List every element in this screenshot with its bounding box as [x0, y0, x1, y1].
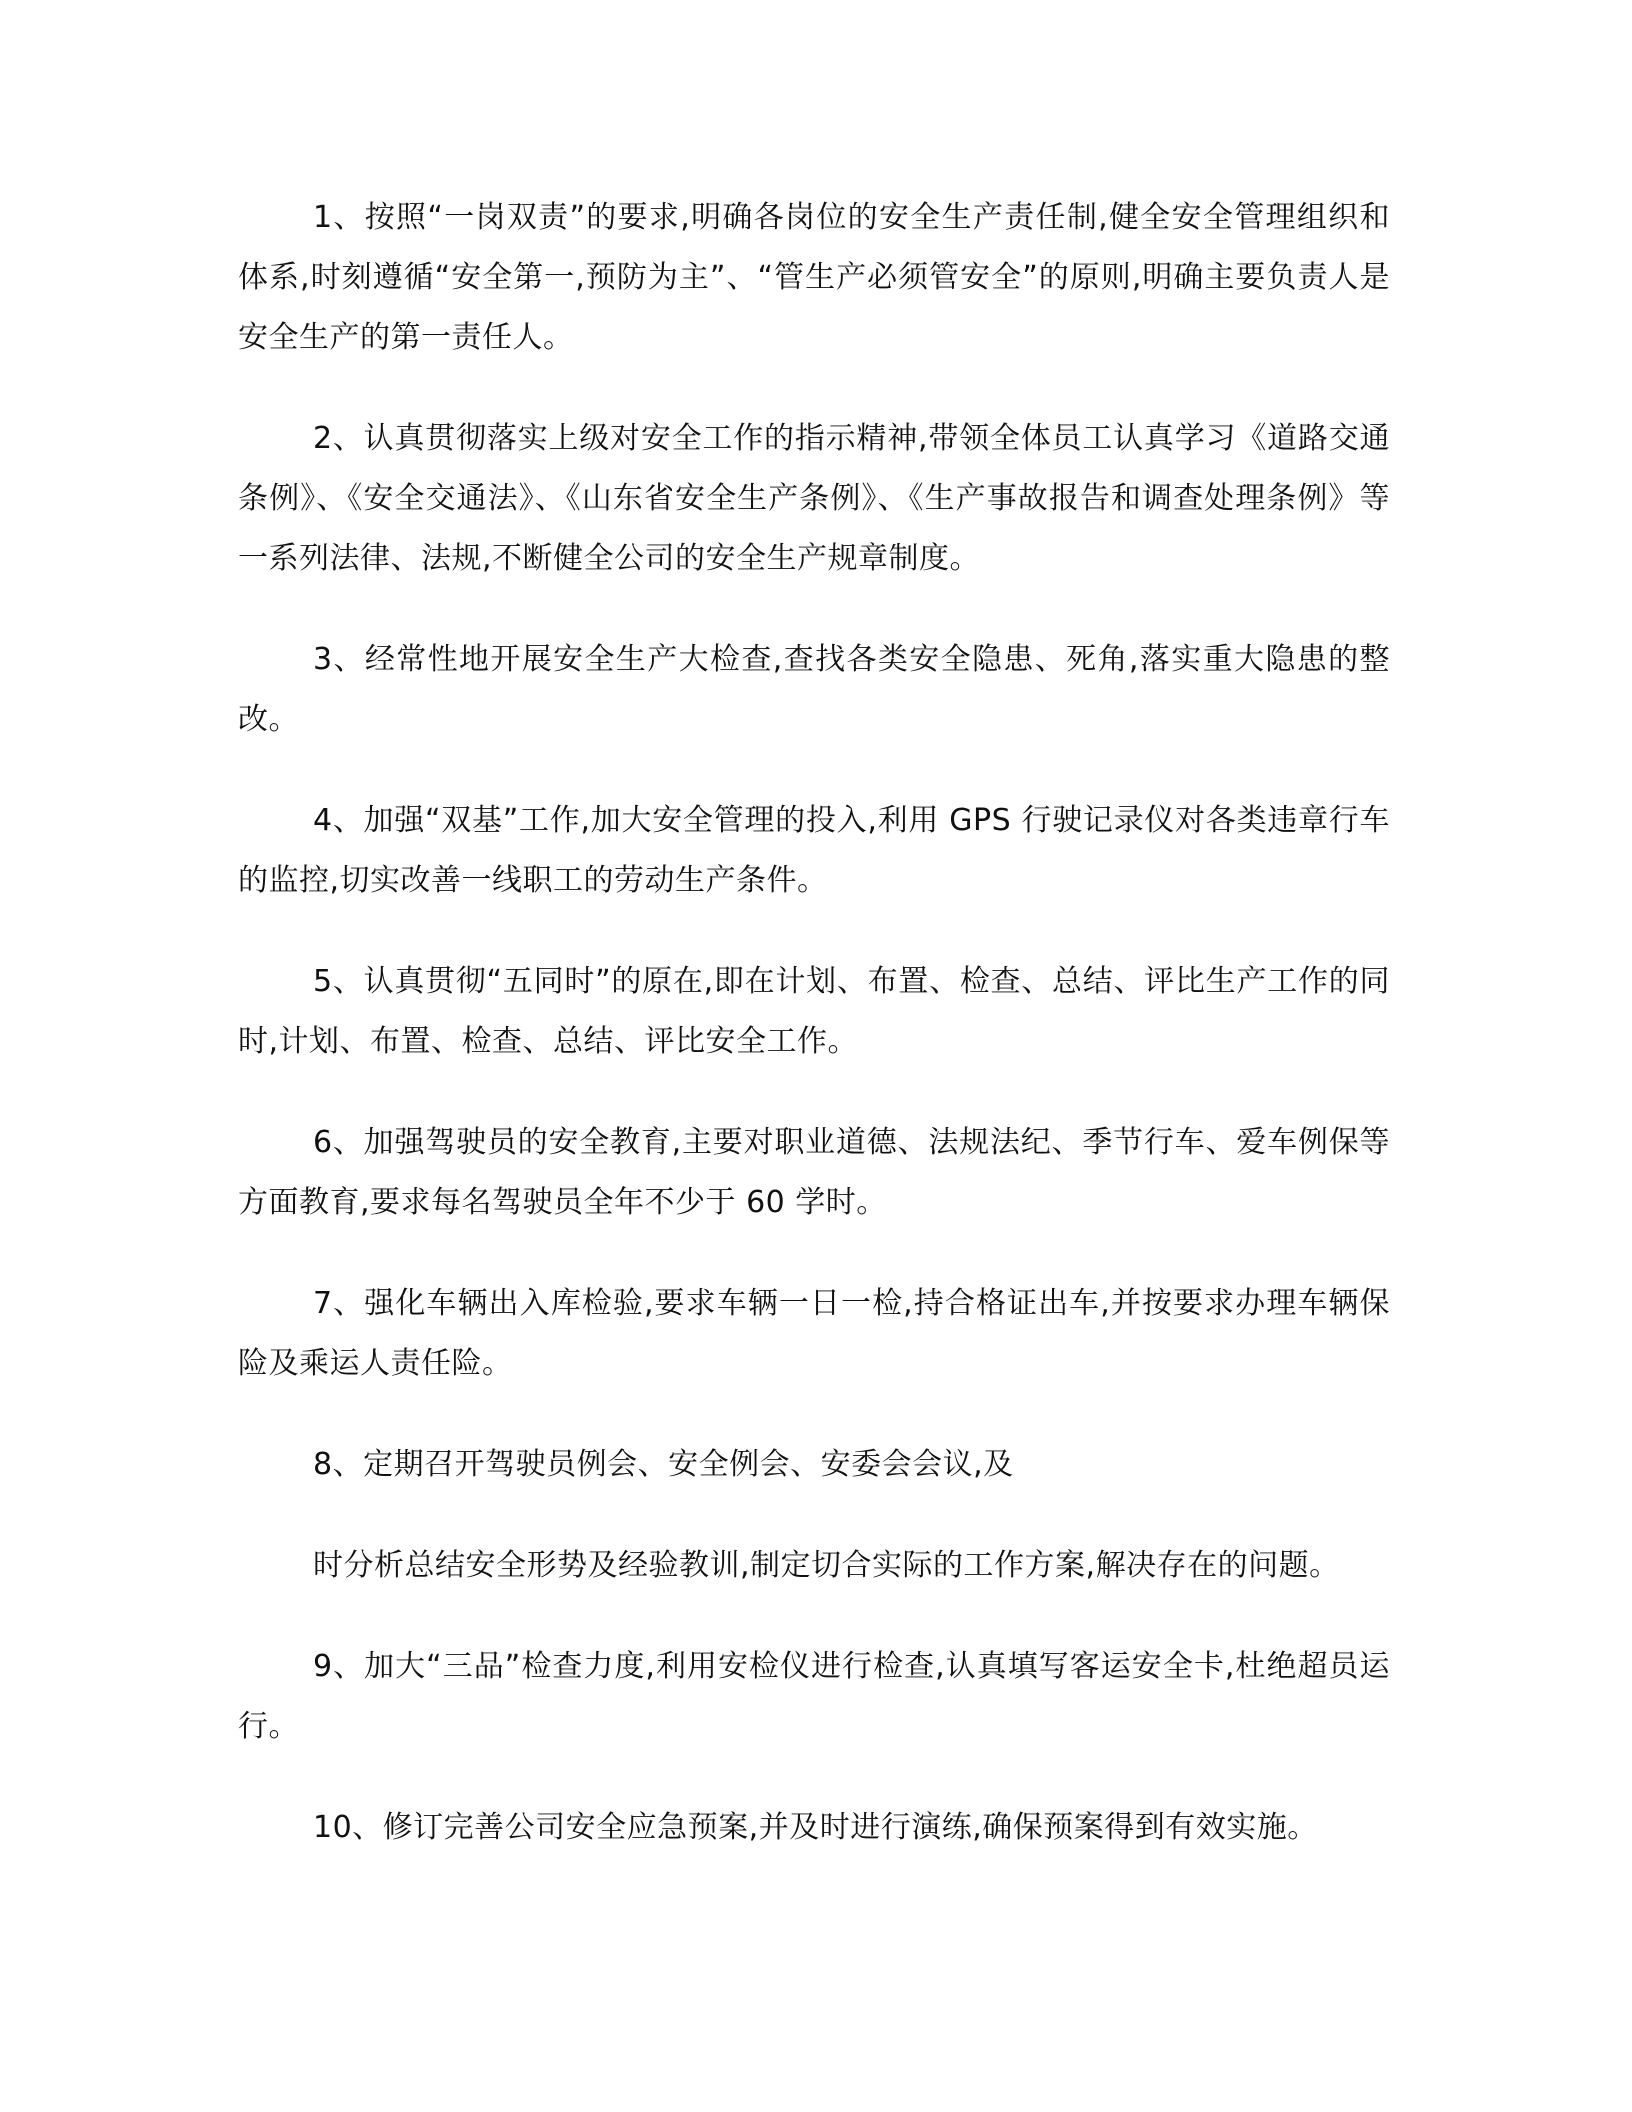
paragraph-5: 5、认真贯彻“五同时”的原在,即在计划、布置、检查、总结、评比生产工作的同时,计划、布置、检查、总结、评比安全工作。	[238, 964, 1390, 1059]
paragraph-2: 2、认真贯彻落实上级对安全工作的指示精神,带领全体员工认真学习《道路交通条例》、《安全交通法》、《山东省安全生产条例》、《生产事故报告和调查处理条例》等一系列法律、法规,不断健全公司的安全生产规章制度。	[238, 421, 1390, 576]
paragraph-7: 7、强化车辆出入库检验,要求车辆一日一检,持合格证出车,并按要求办理车辆保险及乘运人责任险。	[238, 1286, 1390, 1381]
paragraph-8: 8、定期召开驾驶员例会、安全例会、安委会会议,及	[313, 1447, 1014, 1482]
paragraph-10: 10、修订完善公司安全应急预案,并及时进行演练,确保预案得到有效实施。	[313, 1810, 1318, 1845]
document-body	[238, 188, 1390, 1899]
paragraph-1: 1、按照“一岗双责”的要求,明确各岗位的安全生产责任制,健全安全管理组织和体系,时刻遵循“安全第一,预防为主”、“管生产必须管安全”的原则,明确主要负责人是安全生产的第一责任人。	[238, 200, 1390, 355]
paragraph-4: 4、加强“双基”工作,加大安全管理的投入,利用 GPS 行驶记录仪对各类违章行车的监控,切实改善一线职工的劳动生产条件。	[238, 803, 1390, 898]
paragraph-6: 6、加强驾驶员的安全教育,主要对职业道德、法规法纪、季节行车、爱车例保等方面教育,要求每名驾驶员全年不少于 60 学时。	[238, 1125, 1390, 1220]
paragraph-3: 3、经常性地开展安全生产大检查,查找各类安全隐患、死角,落实重大隐患的整改。	[238, 642, 1390, 737]
paragraph-8-continuation: 时分析总结安全形势及经验教训,制定切合实际的工作方案,解决存在的问题。	[313, 1548, 1340, 1583]
paragraph-9: 9、加大“三品”检查力度,利用安检仪进行检查,认真填写客运安全卡,杜绝超员运行。	[238, 1649, 1390, 1744]
